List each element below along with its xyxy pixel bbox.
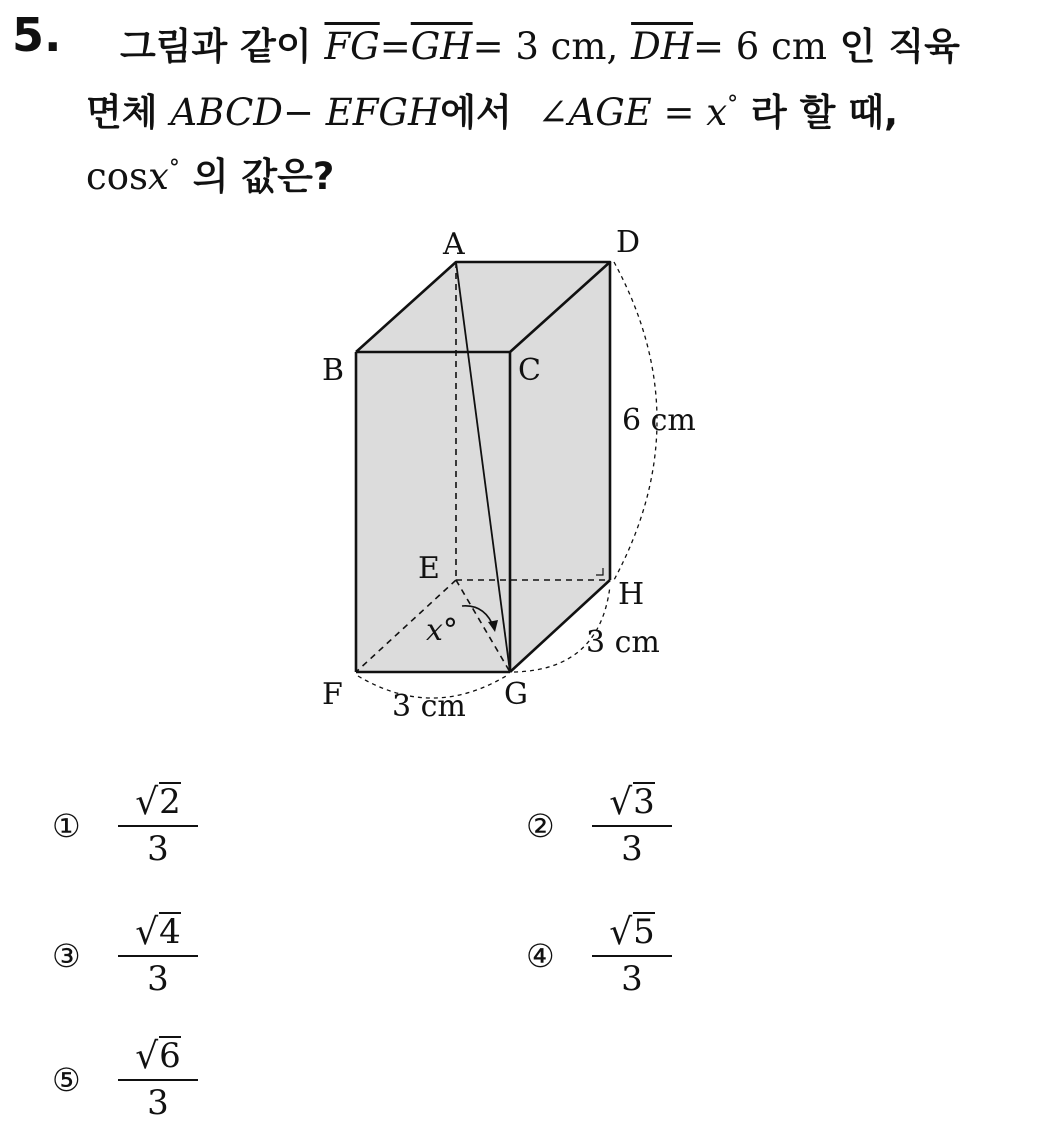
fraction: √ 6 3: [118, 1036, 198, 1123]
variable-x: x: [148, 155, 169, 198]
segment-gh: $\overline{GH}$: [410, 25, 473, 68]
denominator: 3: [621, 829, 643, 869]
vertex-label-f: F: [322, 677, 343, 712]
denominator: 3: [621, 959, 643, 999]
choice-number: ④: [526, 936, 555, 975]
cuboid-figure: [300, 215, 720, 725]
question-line-3: [86, 146, 334, 200]
q-text: 면체: [86, 91, 158, 134]
vertex-label-b: B: [322, 353, 345, 388]
angle-definition: ∠AGE = x: [537, 91, 728, 134]
cos-function: cos: [86, 155, 148, 198]
choice-5[interactable]: [52, 1036, 198, 1123]
denominator: 3: [147, 959, 169, 999]
vertex-label-c: C: [518, 353, 541, 388]
vertex-label-d: D: [616, 225, 641, 260]
fraction: √ 4 3: [118, 912, 198, 999]
q-text: 인 직육: [839, 25, 960, 68]
denominator: 3: [147, 1083, 169, 1123]
question-line-1: [120, 16, 960, 70]
degree-sign: °: [727, 92, 739, 117]
radicand: 3: [633, 782, 655, 822]
question-number: 5.: [12, 8, 62, 62]
choice-1[interactable]: [52, 782, 198, 869]
choice-4[interactable]: [526, 912, 672, 999]
vertex-label-e: E: [418, 551, 440, 586]
choice-3[interactable]: [52, 912, 198, 999]
fraction: √ 2 3: [118, 782, 198, 869]
question-line-2: [86, 82, 898, 136]
q-text: 에서: [440, 91, 512, 134]
choice-number: ①: [52, 806, 81, 845]
length-3cm: = 3 cm: [472, 25, 607, 68]
comma: ,: [606, 25, 619, 68]
solid-name: ABCD− EFGH: [170, 91, 441, 134]
radicand: 5: [633, 912, 655, 952]
choice-number: ②: [526, 806, 555, 845]
radicand: 2: [159, 782, 181, 822]
q-text: 의 값은?: [192, 155, 335, 198]
segment-fg: $\overline{FG}$: [324, 25, 380, 68]
fraction: √ 3 3: [592, 782, 672, 869]
angle-label-x: x°: [426, 613, 458, 648]
dimension-label-dh: 6 cm: [622, 403, 696, 438]
denominator: 3: [147, 829, 169, 869]
vertex-label-a: A: [443, 227, 465, 262]
vertex-label-h: H: [618, 577, 645, 612]
dimension-label-gh: 3 cm: [586, 625, 660, 660]
equals: =: [379, 25, 411, 68]
q-text: 그림과 같이: [120, 25, 312, 68]
vertex-label-g: G: [504, 677, 528, 712]
degree-sign: °: [168, 156, 180, 181]
choice-number: ⑤: [52, 1060, 81, 1099]
fraction: √ 5 3: [592, 912, 672, 999]
radicand: 6: [159, 1036, 181, 1076]
radicand: 4: [159, 912, 181, 952]
segment-dh: $\overline{DH}$: [631, 25, 694, 68]
q-text: 라 할 때,: [751, 91, 899, 134]
choice-number: ③: [52, 936, 81, 975]
dimension-label-fg: 3 cm: [392, 689, 466, 724]
choice-2[interactable]: [526, 782, 672, 869]
length-6cm: = 6 cm: [693, 25, 827, 68]
